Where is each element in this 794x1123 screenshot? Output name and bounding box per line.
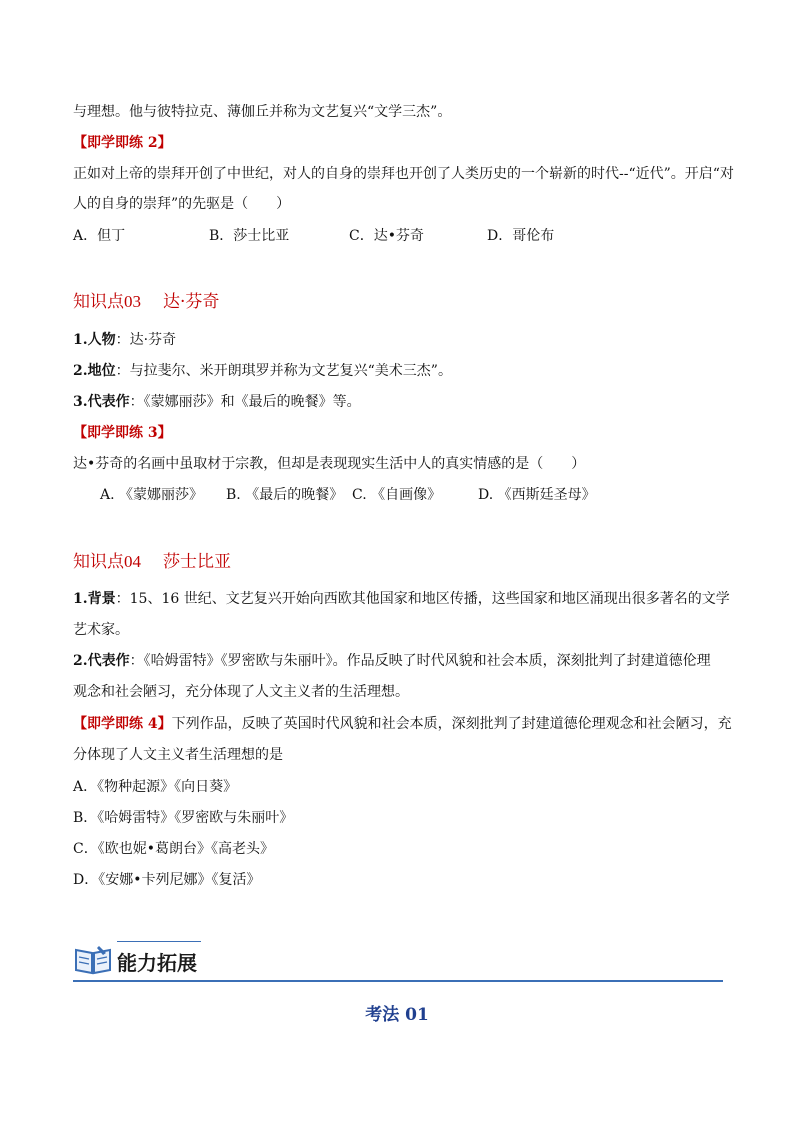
practice-2-options — [73, 226, 554, 246]
option-b[interactable]: B．莎士比亚 — [209, 228, 290, 244]
book-icon — [73, 942, 113, 976]
practice-4-question-line-2: 分体现了人文主义者生活理想的是 — [73, 747, 283, 763]
practice-3-options — [100, 485, 596, 505]
option-a[interactable]: A．《物种起源》《向日葵》 — [73, 779, 238, 795]
kp3-works: 3.代表作：《蒙娜丽莎》和《最后的晚餐》等。 — [73, 394, 361, 410]
header-accent-line — [117, 941, 201, 942]
practice-4-label: 【即学即练 4】 — [73, 716, 172, 732]
option-d[interactable]: D．哥伦布 — [487, 228, 555, 244]
option-c[interactable]: C．《欧也妮•葛朗台》《高老头》 — [73, 841, 274, 857]
knowledge-point-04-heading — [73, 550, 231, 574]
section-header — [73, 938, 723, 982]
kp-label: 知识点 — [73, 552, 124, 572]
kp4-background-line-2: 艺术家。 — [73, 622, 129, 638]
kp-number: 03 — [124, 292, 141, 311]
practice-3-label: 【即学即练 3】 — [73, 425, 172, 441]
option-d[interactable]: D. 《西斯廷圣母》 — [478, 487, 596, 503]
option-a[interactable]: A. 《蒙娜丽莎》 — [100, 487, 204, 503]
practice-2-question-line-1: 正如对上帝的崇拜开创了中世纪，对人的自身的崇拜也开创了人类历史的一个崭新的时代--“近代”。开启“对 — [73, 166, 734, 182]
kp4-works-line-2: 观念和社会陋习，充分体现了人文主义者的生活理想。 — [73, 684, 409, 700]
method-heading: 考法 01 — [365, 1005, 429, 1025]
option-d[interactable]: D．《安娜•卡列尼娜》《复活》 — [73, 872, 261, 888]
kp3-person: 1.人物：达·芬奇 — [73, 332, 177, 348]
knowledge-point-03-heading — [73, 290, 219, 314]
option-b[interactable]: B. 《最后的晚餐》 — [226, 487, 344, 503]
section-title: 能力拓展 — [117, 951, 197, 975]
practice-3-question: 达•芬奇的名画中虽取材于宗教，但却是表现现实生活中人的真实情感的是（ ） — [73, 456, 586, 472]
option-b[interactable]: B．《哈姆雷特》《罗密欧与朱丽叶》 — [73, 810, 294, 826]
option-c[interactable]: C．达•芬奇 — [349, 228, 424, 244]
kp-label: 知识点 — [73, 292, 124, 312]
kp3-status: 2.地位：与拉斐尔、米开朗琪罗并称为文艺复兴“美术三杰”。 — [73, 363, 452, 379]
practice-4-question-line-1: 【即学即练 4】下列作品，反映了英国时代风貌和社会本质，深刻批判了封建道德伦理观念和社会陋习，充 — [73, 716, 732, 732]
kp4-background-line-1: 1.背景：15、16 世纪、文艺复兴开始向西欧其他国家和地区传播，这些国家和地区涌现出很多著名的文学 — [73, 591, 730, 607]
option-a[interactable]: A．但丁 — [73, 228, 126, 244]
kp-title: 达·芬奇 — [163, 292, 220, 312]
kp4-works-line-1: 2.代表作：《哈姆雷特》《罗密欧与朱丽叶》。作品反映了时代风貌和社会本质，深刻批判了封建道德伦理 — [73, 653, 711, 669]
practice-2-label: 【即学即练 2】 — [73, 135, 172, 151]
option-c[interactable]: C. 《自画像》 — [352, 487, 442, 503]
kp-title: 莎士比亚 — [163, 552, 231, 572]
practice-2-question-line-2: 人的自身的崇拜”的先驱是（ ） — [73, 196, 291, 212]
intro-line: 与理想。他与彼特拉克、薄伽丘并称为文艺复兴“文学三杰”。 — [73, 104, 452, 120]
kp-number: 04 — [124, 552, 141, 571]
